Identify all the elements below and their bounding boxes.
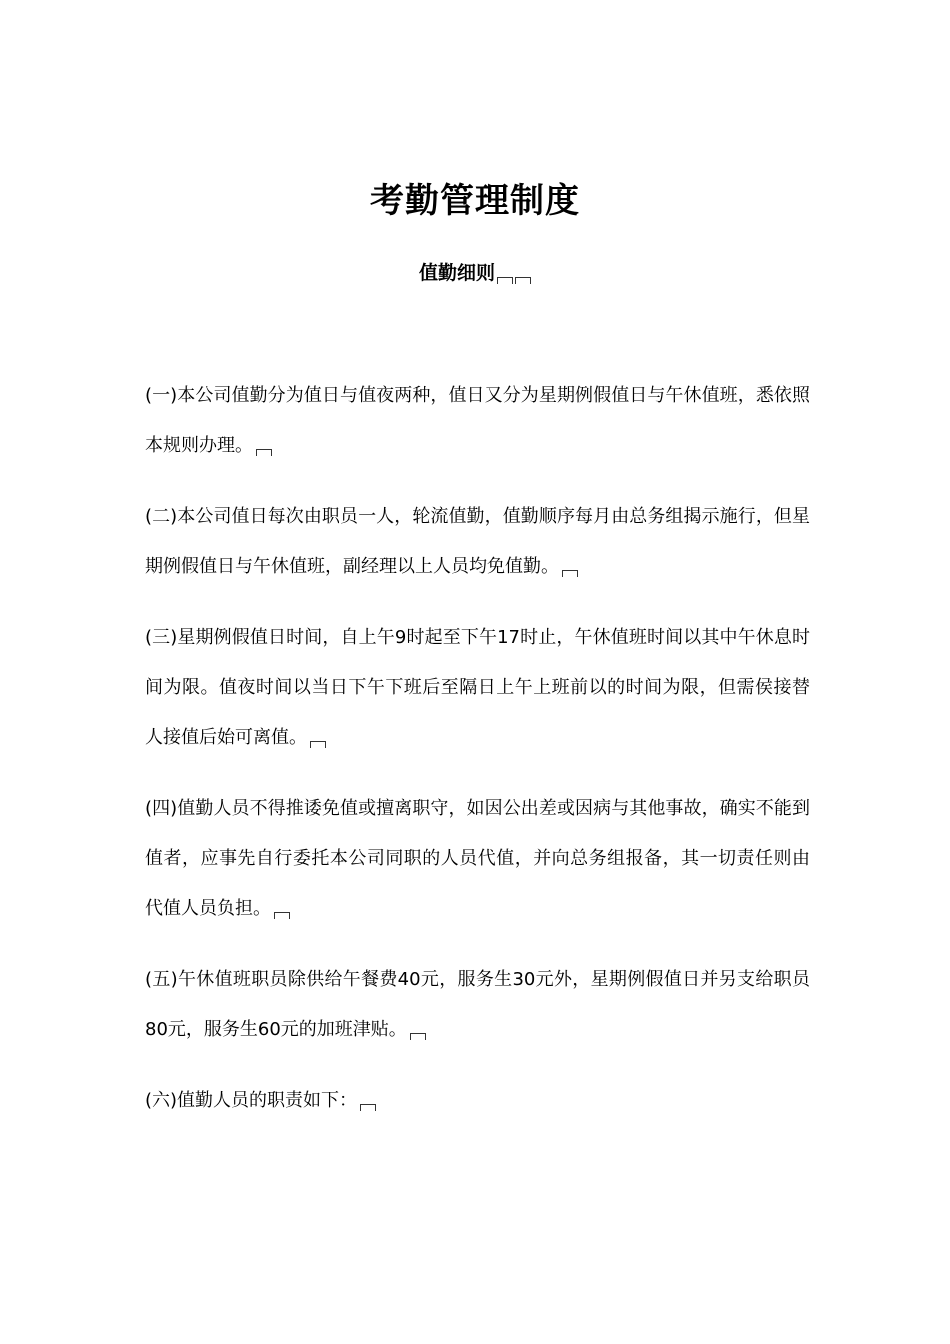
paragraph-mark-icon bbox=[360, 1104, 376, 1111]
paragraph-mark-icon bbox=[310, 741, 326, 748]
paragraph-1 bbox=[145, 371, 810, 471]
document-body bbox=[145, 371, 810, 1147]
paragraph-mark-icon bbox=[497, 277, 513, 284]
paragraph-text: (三)星期例假值日时间，自上午9时起至下午17时止，午休值班时间以其中午休息时间为限。值夜时间以当日下午下班后至隔日上午上班前以的时间为限，但需侯接替人接值后始可离值。 bbox=[145, 627, 810, 748]
paragraph-mark-icon bbox=[274, 912, 290, 919]
paragraph-mark-icon bbox=[515, 277, 531, 284]
paragraph-text: (四)值勤人员不得推诿免值或擅离职守，如因公出差或因病与其他事故，确实不能到值者，应事先自行委托本公司同职的人员代值，并向总务组报备，其一切责任则由代值人员负担。 bbox=[145, 798, 810, 919]
paragraph-text: (一)本公司值勤分为值日与值夜两种，值日又分为星期例假值日与午休值班，悉依照本规则办理。 bbox=[145, 385, 810, 456]
paragraph-5 bbox=[145, 955, 810, 1055]
paragraph-2 bbox=[145, 492, 810, 592]
paragraph-mark-icon bbox=[562, 570, 578, 577]
document-subtitle bbox=[0, 258, 950, 288]
paragraph-text: (二)本公司值日每次由职员一人，轮流值勤，值勤顺序每月由总务组揭示施行，但星期例假值日与午休值班，副经理以上人员均免值勤。 bbox=[145, 506, 810, 577]
paragraph-6 bbox=[145, 1076, 810, 1126]
document-title-text: 考勤管理制度 bbox=[370, 181, 580, 221]
paragraph-mark-icon bbox=[256, 449, 272, 456]
paragraph-4 bbox=[145, 784, 810, 934]
document-subtitle-text: 值勤细则 bbox=[418, 262, 495, 284]
document-title bbox=[0, 178, 950, 224]
paragraph-text: (五)午休值班职员除供给午餐费40元，服务生30元外，星期例假值日并另支给职员80元，服务生60元的加班津贴。 bbox=[145, 969, 810, 1040]
paragraph-3 bbox=[145, 613, 810, 763]
paragraph-text: (六)值勤人员的职责如下： bbox=[145, 1090, 358, 1111]
paragraph-mark-icon bbox=[410, 1033, 426, 1040]
